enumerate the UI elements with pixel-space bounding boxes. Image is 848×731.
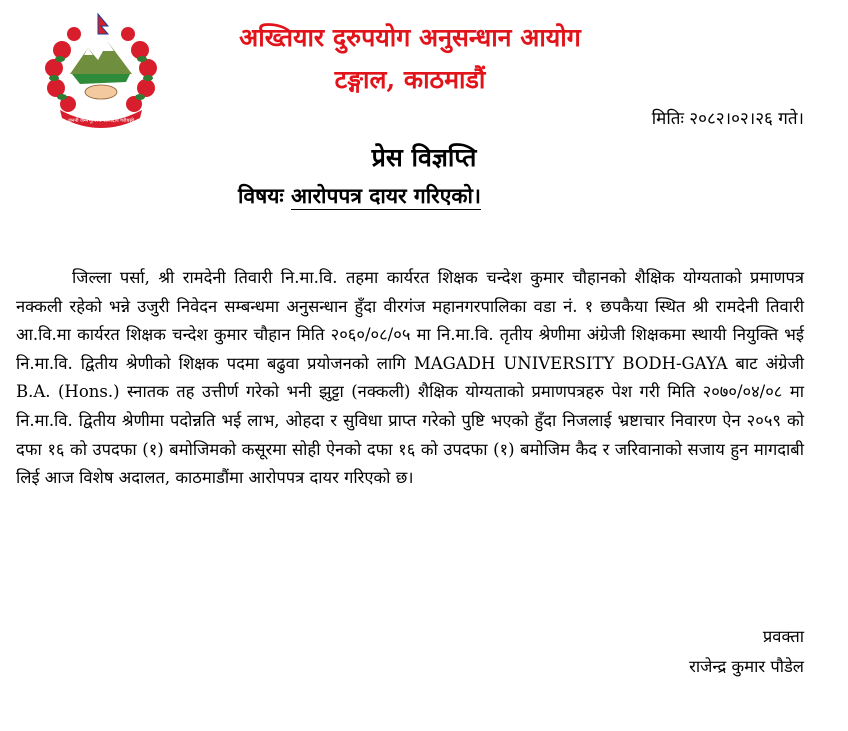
issue-date: मितिः २०८२।०२।२६ गते। [651,109,804,129]
nepal-emblem-logo [40,12,162,134]
press-release-title: प्रेस विज्ञप्ति [371,143,477,172]
organization-location: टङ्गाल, काठमाडौं [334,65,486,94]
spokesperson-title: प्रवक्ता [762,627,804,646]
emblem-motto-text: जननी जन्मभूमिश्च स्वर्गादपि गरीयसी [67,118,135,124]
subject-text: आरोपपत्र दायर गरिएको। [291,183,481,208]
svg-text:जननी जन्मभूमिश्च स्वर्गादपि गर [68,117,135,124]
subject-label: विषयः [238,183,284,208]
organization-name: अख्तियार दुरुपयोग अनुसन्धान आयोग [239,23,581,52]
subject-line [238,182,481,210]
spokesperson-name: राजेन्द्र कुमार पौडेल [689,657,804,676]
body-paragraph: जिल्ला पर्सा, श्री रामदेनी तिवारी नि.मा.वि. तहमा कार्यरत शिक्षक चन्देश कुमार चौहानको शैक्षिक योग्यताको प्रमाणपत्र नक्कली रहेको भन्ने उजुरी निवेदन सम्बन्धमा अनुसन्धान हुँदा वीरगंज महानगरपालिका वडा नं. १ छपकैया स्थित श्री रामदेनी तिवारी आ.वि.मा कार्यरत शिक्षक चन्देश कुमार चौहान मिति २०६०/०८/०५ मा नि.मा.वि. तृतीय श्रेणीमा अंग्रेजी शिक्षकमा स्थायी नियुक्ति भई नि.मा.वि. द्वितीय श्रेणीको शिक्षक पदमा बढुवा प्रयोजनको लागि MAGADH UNIVERSITY BODH-GAYA बाट अंग्रेजी B.A. (Hons.) स्नातक तह उत्तीर्ण गरेको भनी झुट्टा (नक्कली) शैक्षिक योग्यताको प्रमाणपत्रहरु पेश गरी मिति २०७०/०४/०८ मा नि.मा.वि. द्वितीय श्रेणीमा पदोन्नति भई लाभ, ओहदा र सुविधा प्राप्त गरेको पुष्टि भएको हुँदा निजलाई भ्रष्टाचार निवारण ऐन २०५९ को दफा १६ को उपदफा (१) बमोजिमको कसूरमा सोही ऐनको दफा १६ को उपदफा (१) बमोजिम कैद र जरिवानाको सजाय हुन मागदाबी लिई आज विशेष अदालत, काठमाडौंमा आरोपपत्र दायर गरिएको छ। [16,268,804,488]
